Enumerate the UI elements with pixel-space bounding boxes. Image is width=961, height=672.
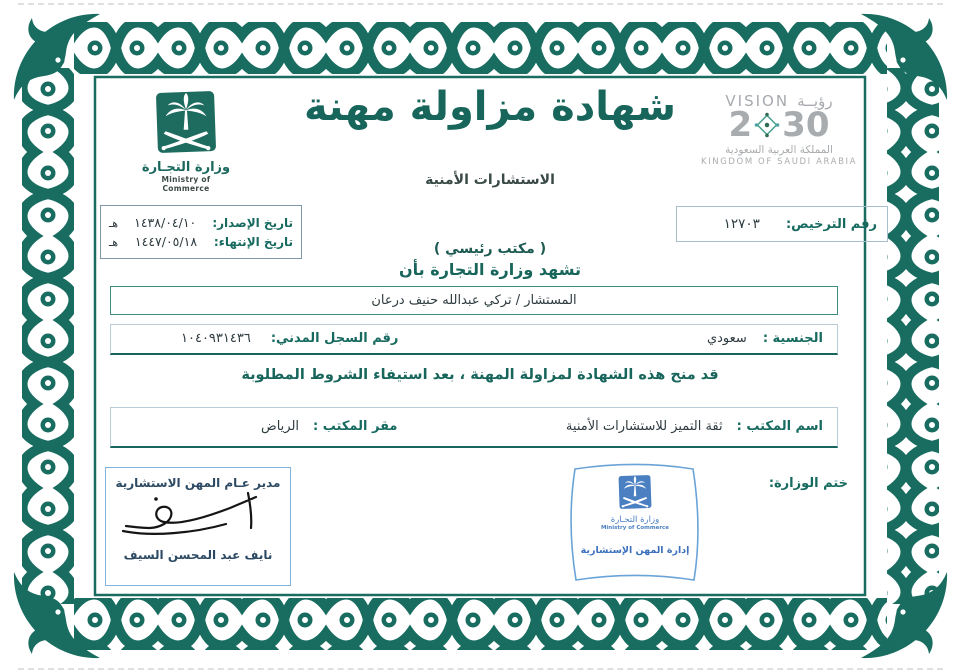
vision-year-left: 2 (728, 105, 753, 145)
expiry-date-era: هـ (109, 236, 119, 249)
certificate-title: شهادة مزاولة مهنة (303, 84, 676, 130)
civil-id-label: رقم السجل المدني: (270, 331, 399, 346)
issue-date-value: ١٤٣٨/٠٤/١٠ (134, 215, 197, 230)
license-number-value: ١٢٧٠٣ (723, 216, 760, 232)
vision-word-en: VISION (725, 92, 790, 110)
office-name-group (566, 419, 823, 434)
vision-2030-logo (693, 92, 865, 167)
nationality-value: سعودي (706, 331, 747, 346)
vision-year-right: 30 (782, 105, 830, 145)
stamp-department: إدارة المهن الإستشارية (580, 545, 690, 556)
nationality-label: الجنسية : (762, 331, 823, 346)
office-row-box (110, 407, 838, 448)
stamp-ministry-english: Ministry of Commerce (600, 525, 670, 531)
license-number-label: رقم الترخيص: (785, 216, 877, 232)
stamp-ministry-arabic: وزارة التجـارة (610, 515, 660, 525)
ministry-name-english: Ministry of Commerce (161, 175, 211, 193)
vision-2030-emblem-icon (752, 110, 782, 140)
nationality-group (707, 331, 823, 346)
ministry-name-arabic: وزارة التجـارة (141, 160, 231, 175)
ministry-stamp-label: ختم الوزارة: (768, 476, 848, 491)
stamp-emblem-icon (618, 474, 652, 510)
holder-name: المستشار / تركي عبدالله حنيف درعان (371, 293, 577, 308)
office-location-group (261, 419, 397, 434)
holder-name-box (110, 286, 838, 315)
certificate-subtitle: الاستشارات الأمنية (425, 172, 555, 188)
issue-date-era: هـ (109, 217, 119, 230)
stamp-content (565, 461, 705, 589)
issue-date-row (109, 215, 293, 230)
expiry-date-label: تاريخ الإنتهاء: (213, 235, 293, 249)
civil-id-group (181, 331, 398, 346)
office-name-value: ثقة التميز للاستشارات الأمنية (565, 419, 723, 434)
ministry-stamp (565, 461, 705, 589)
office-name-label: اسم المكتب : (736, 419, 823, 434)
office-location-value: الرياض (261, 419, 300, 434)
ministry-of-commerce-logo (138, 90, 234, 193)
vision-country-arabic: المملكة العربية السعودية (725, 144, 833, 156)
signature-box (105, 467, 291, 586)
expiry-date-row (109, 234, 293, 249)
vision-country-english: KINGDOM OF SAUDI ARABIA (700, 157, 858, 167)
dates-box (100, 205, 302, 259)
ministry-emblem-icon (155, 90, 217, 154)
grant-statement: قد منح هذه الشهادة لمزاولة المهنة ، بعد استيفاء الشروط المطلوبة (241, 367, 719, 383)
vision-word-ar: رؤيــة (797, 92, 833, 110)
signatory-title: مدير عـام المهن الاستشارية (115, 476, 281, 490)
expiry-date-value: ١٤٤٧/٠٥/١٨ (134, 234, 198, 249)
license-number-box (676, 206, 888, 242)
signatory-name: نايف عبد المحسن السيف (123, 548, 273, 562)
office-type-line: ( مكتب رئيسي ) (433, 241, 547, 257)
nationality-row-box (110, 324, 838, 355)
civil-id-value: ١٠٤٠٩٣١٤٣٦ (181, 331, 251, 346)
attestation-line: تشهد وزارة التجارة بأن (399, 260, 581, 279)
signature-ink (118, 490, 278, 542)
issue-date-label: تاريخ الإصدار: (212, 216, 293, 230)
office-location-label: مقر المكتب : (313, 419, 398, 434)
